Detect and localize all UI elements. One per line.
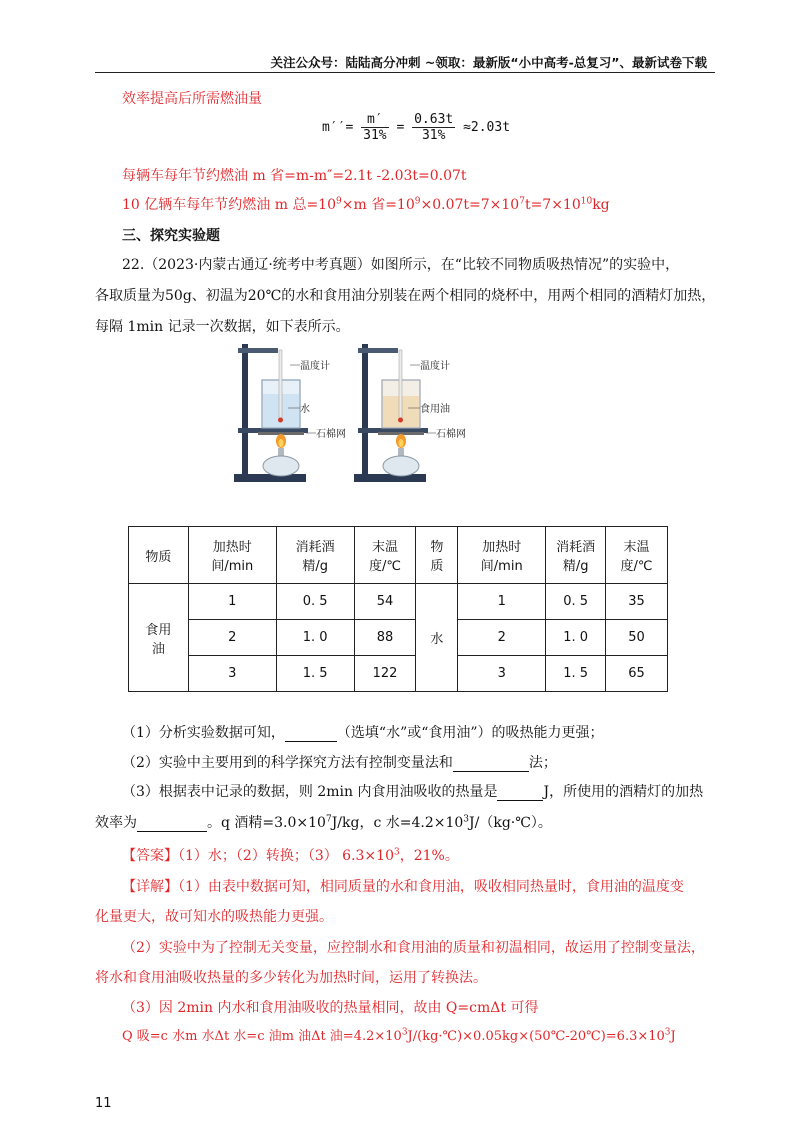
- experiment-figure: [228, 338, 468, 488]
- table-cell: 3: [458, 656, 546, 692]
- eq-mid: =: [396, 120, 405, 135]
- header-cell: 加热时 间/min: [188, 527, 276, 584]
- header-cell: 消耗酒 精/g: [546, 527, 606, 584]
- fraction-1-numerator: m′: [361, 112, 388, 128]
- left-label-water: 水: [300, 404, 310, 415]
- question-2: （2）实验中主要用到的科学探究方法有控制变量法和 法；: [122, 755, 557, 771]
- problem-line-1: 22.（2023·内蒙古通辽·统考中考真题）如图所示，在“比较不同物质吸热情况”的实验中，: [122, 257, 680, 273]
- blank-3[interactable]: [497, 784, 543, 801]
- section-title: 三、探究实验题: [122, 228, 220, 244]
- eq-rhs: ≈2.03t: [463, 120, 511, 135]
- right-apparatus: [354, 344, 466, 482]
- table-row: [129, 620, 668, 656]
- table-row: [129, 584, 668, 620]
- table-cell: 1. 5: [546, 656, 606, 692]
- prev-line-3: 每辆车每年节约燃油 m 省=m-m″=2.1t -2.03t=0.07t: [122, 168, 467, 184]
- fraction-1: [361, 112, 388, 143]
- fraction-2-numerator: 0.63t: [414, 112, 454, 127]
- explain-line-4: 将水和食用油吸收热量的多少转化为加热时间，运用了转换法。: [95, 970, 487, 986]
- header-cell: 消耗酒 精/g: [276, 527, 354, 584]
- header-cell: 物 质: [416, 527, 458, 584]
- header-text: 关注公众号：陆陆高分冲刺 ~领取：最新版“小中高考-总复习”、最新试卷下载: [270, 55, 707, 70]
- fraction-2-denominator: 31%: [421, 128, 446, 143]
- fraction-2: [412, 112, 455, 143]
- question-1: （1）分析实验数据可知， （选填“水”或“食用油”）的吸热能力更强；: [122, 725, 604, 741]
- explain-line-3: （2）实验中为了控制无关变量，应控制水和食用油的质量和初温相同，故运用了控制变量法，: [122, 940, 705, 956]
- left-label-thermometer: 温度计: [300, 361, 330, 372]
- right-label-gauze: 石棉网: [436, 429, 466, 440]
- left-apparatus: [234, 344, 346, 482]
- table-cell: 35: [606, 584, 668, 620]
- question-3: （3）根据表中记录的数据，则 2min 内食用油吸收的热量是 J，所使用的酒精灯的加热: [122, 784, 704, 800]
- table-cell: 3: [188, 656, 276, 692]
- page-header: [95, 44, 715, 73]
- table-header-row: [129, 527, 668, 584]
- blank-1[interactable]: [285, 725, 337, 742]
- page-number: 11: [95, 1096, 112, 1111]
- table-cell: 1: [458, 584, 546, 620]
- data-table: [128, 526, 668, 692]
- header-cell: 加热时 间/min: [458, 527, 546, 584]
- table-cell: 88: [354, 620, 416, 656]
- table-cell: 2: [188, 620, 276, 656]
- table-cell: 50: [606, 620, 668, 656]
- table-cell: 54: [354, 584, 416, 620]
- prev-line-1: 效率提高后所需燃油量: [122, 91, 262, 107]
- right-label-thermometer: 温度计: [420, 361, 450, 372]
- explain-line-2: 化量更大，故可知水的吸热能力更强。: [95, 909, 333, 925]
- right-substance-cell: 水: [416, 584, 458, 692]
- header-cell: 物质: [129, 527, 189, 584]
- table-cell: 1. 0: [276, 620, 354, 656]
- question-3-cont: 效率为 。q 酒精$=3.0\times 10^7J/kg$，c 水$=4.2\times 10^3J/(kg\cdot℃)$。: [95, 814, 552, 831]
- table-cell: 1: [188, 584, 276, 620]
- table-cell: 122: [354, 656, 416, 692]
- table-row: [129, 656, 668, 692]
- prev-equation: [322, 112, 510, 143]
- prev-line-4: 10 亿辆车每年节约燃油 m 总$=10^9\times m$ 省$=10^9\times 0.07t=7\times 10^7t=7\times 10^{10}kg$: [122, 196, 610, 213]
- table-cell: 0. 5: [276, 584, 354, 620]
- blank-2[interactable]: [453, 755, 529, 772]
- right-label-oil: 食用油: [420, 404, 450, 415]
- blank-4[interactable]: [137, 815, 207, 832]
- table-cell: 65: [606, 656, 668, 692]
- table-cell: 0. 5: [546, 584, 606, 620]
- explain-line-6: Q 吸=c 水m 水Δt 水=c 油m 油Δt 油$=4.2\times 10^3J/(kg\cdot℃)\times 0.05kg\times(50℃-20℃)=6.3\times 10^3J$: [122, 1027, 676, 1044]
- header-cell: 末温 度/℃: [606, 527, 668, 584]
- explain-line-1: 【详解】（1）由表中数据可知，相同质量的水和食用油，吸收相同热量时，食用油的温度变: [122, 879, 684, 895]
- table-cell: 1. 5: [276, 656, 354, 692]
- problem-line-2: 各取质量为50g、初温为20℃的水和食用油分别装在两个相同的烧杯中，用两个相同的酒精灯加热，: [95, 288, 716, 304]
- eq-lhs: m′′=: [322, 120, 354, 135]
- table-cell: 2: [458, 620, 546, 656]
- left-label-gauze: 石棉网: [316, 429, 346, 440]
- header-cell: 末温 度/℃: [354, 527, 416, 584]
- answer-line: 【答案】（1）水；（2）转换；（3） $6.3\times 10^3$，21%。: [122, 847, 459, 864]
- left-substance-cell: 食用 油: [129, 584, 189, 692]
- explain-line-5: （3）因 2min 内水和食用油吸收的热量相同，故由 Q=cmΔt 可得: [122, 1000, 539, 1016]
- table-cell: 1. 0: [546, 620, 606, 656]
- problem-line-3: 每隔 1min 记录一次数据，如下表所示。: [95, 319, 350, 335]
- fraction-1-denominator: 31%: [363, 128, 387, 143]
